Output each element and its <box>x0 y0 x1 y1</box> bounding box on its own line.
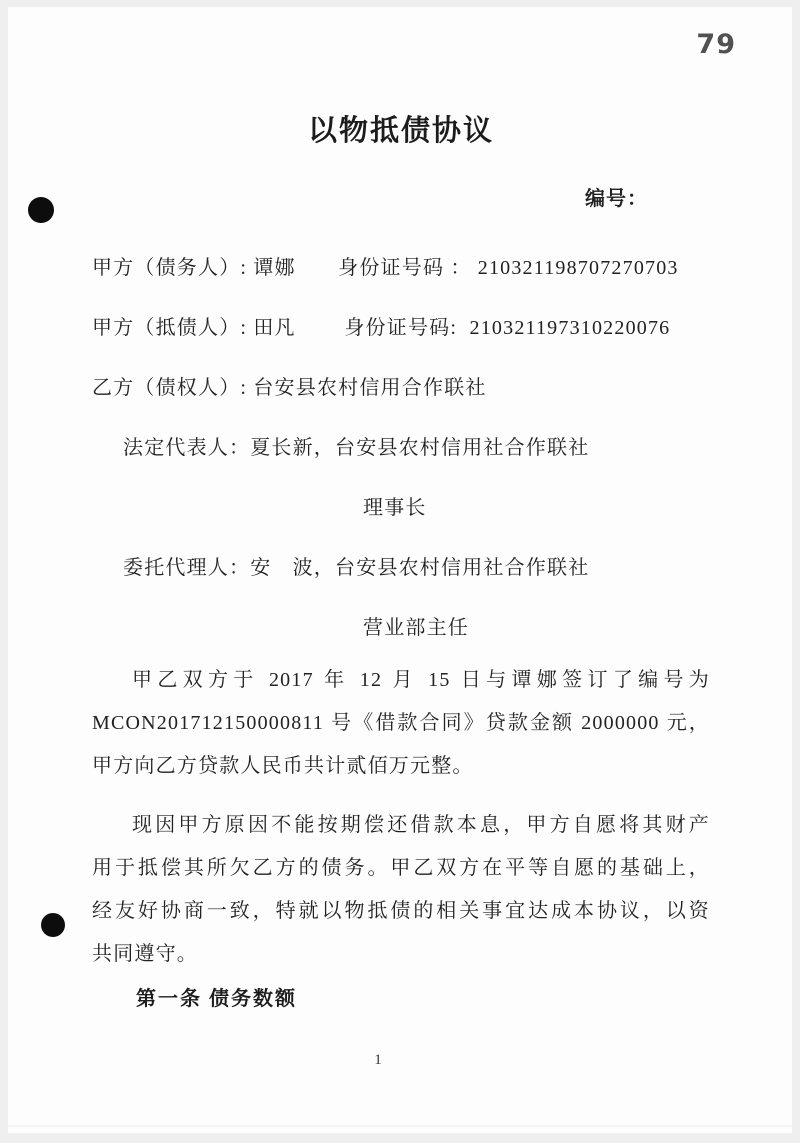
paragraph-agreement-purpose <box>92 804 710 976</box>
paragraph-line: 共同遵守。 <box>92 943 198 965</box>
party-line-entrusted-agent: 委托代理人：安 波，台安县农村信用社合作联社 <box>123 556 590 579</box>
party-line-pledger: 甲方（抵债人）: 田凡 身份证号码: 210321197310220076 <box>92 316 671 339</box>
paragraph-line: 用于抵偿其所欠乙方的债务。甲乙双方在平等自愿的基础上， <box>92 857 710 879</box>
footer-page-number: 1 <box>374 1052 382 1068</box>
section-heading-article-1: 第一条 债务数额 <box>136 988 297 1010</box>
doc-number-label: 编号： <box>585 188 648 210</box>
paragraph-line: 甲方向乙方贷款人民币共计贰佰万元整。 <box>92 755 474 777</box>
paragraph-loan-background <box>92 659 710 788</box>
document-content <box>8 109 792 1014</box>
parties-block <box>92 235 710 655</box>
binding-dot-top <box>28 197 54 223</box>
scan-artifact-line <box>8 1125 792 1127</box>
document-title: 以物抵债协议 <box>307 115 494 147</box>
party-line-creditor: 乙方（债权人）: 台安县农村信用合作联社 <box>92 376 487 399</box>
party-line-debtor: 甲方（债务人）: 谭娜 身份证号码 ： 210321198707270703 <box>92 256 679 279</box>
paragraph-line: 经友好协商一致，特就以物抵债的相关事宜达成本协议，以资 <box>92 900 710 922</box>
document-page <box>8 7 792 1133</box>
paragraph-line: 甲乙双方于 2017 年 12 月 15 日与谭娜签订了编号为 <box>132 669 710 691</box>
binding-dot-bottom <box>41 913 65 937</box>
corner-page-number: 79 <box>696 29 736 60</box>
party-line-legal-representative: 法定代表人：夏长新，台安县农村信用社合作联社 <box>123 436 590 459</box>
paragraph-line: 现因甲方原因不能按期偿还借款本息，甲方自愿将其财产 <box>132 814 710 836</box>
party-line-legal-rep-title: 理事长 <box>363 496 427 519</box>
paragraph-line: MCON201712150000811 号《借款合同》贷款金额 2000000 元， <box>92 712 710 734</box>
party-line-agent-title: 营业部主任 <box>363 616 469 639</box>
